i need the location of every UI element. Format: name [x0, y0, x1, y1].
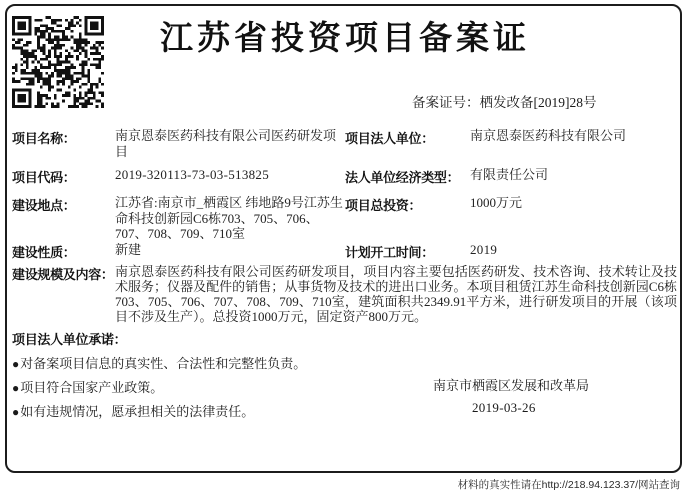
field-label-project-name: 项目名称： — [12, 131, 76, 146]
commitment-heading: 项目法人单位承诺： — [12, 332, 127, 347]
commitment-item-text: 项目符合国家产业政策。 — [20, 380, 164, 395]
cert-number — [412, 91, 597, 111]
commitment-item-text: 对备案项目信息的真实性、合法性和完整性负责。 — [20, 356, 307, 371]
field-label-total-investment: 项目总投资： — [345, 198, 422, 213]
commitment-item — [12, 353, 306, 372]
commitment-item — [12, 377, 163, 396]
field-value-planned-start: 2019 — [470, 242, 498, 257]
cert-number-value: 栖发改备[2019]28号 — [479, 95, 597, 110]
bullet-icon: ● — [12, 405, 20, 419]
field-label-economic-type: 法人单位经济类型： — [345, 170, 460, 185]
verification-note: 材料的真实性请在http://218.94.123.37/网站查询 — [457, 479, 680, 490]
field-value-location: 江苏省:南京市_栖霞区 纬地路9号江苏生命科技创新园C6栋703、705、706、707、708、709、710室 — [115, 195, 343, 241]
bullet-icon: ● — [12, 357, 20, 371]
field-label-planned-start: 计划开工时间： — [345, 245, 434, 260]
commitment-item — [12, 401, 254, 420]
field-value-construction-nature: 新建 — [115, 242, 142, 257]
commitment-item-text: 如有违规情况，愿承担相关的法律责任。 — [20, 404, 255, 419]
field-label-construction-nature: 建设性质： — [12, 245, 76, 260]
field-value-project-name: 南京恩泰医药科技有限公司医药研发项目 — [115, 128, 337, 159]
field-value-project-code: 2019-320113-73-03-513825 — [115, 167, 270, 182]
cert-number-label: 备案证号： — [412, 95, 480, 110]
field-value-scale-content: 南京恩泰医药科技有限公司医药研发项目，项目内容主要包括医药研发、技术咨询、技术转让及技术服务；仪器及配件的销售；从事货物及技术的进出口业务。本项目租赁江苏生命科技创新园C6栋703、705、706、707、708、709、710室，建筑面积共2349.91平方米，进行研发项目的开展（该项目不涉及生产）。总投资1000万元，固定资产800万元。 — [115, 264, 677, 324]
issue-date: 2019-03-26 — [472, 400, 536, 415]
field-value-economic-type: 有限责任公司 — [470, 167, 549, 182]
field-label-project-code: 项目代码： — [12, 170, 76, 185]
bullet-icon: ● — [12, 381, 20, 395]
field-label-legal-entity: 项目法人单位： — [345, 131, 434, 146]
issuing-agency: 南京市栖霞区发展和改革局 — [433, 378, 590, 393]
field-label-scale-content: 建设规模及内容： — [12, 267, 114, 282]
certificate-title: 江苏省投资项目备案证 — [160, 21, 530, 57]
field-label-location: 建设地点： — [12, 198, 76, 213]
field-value-legal-entity: 南京恩泰医药科技有限公司 — [470, 128, 627, 143]
field-value-total-investment: 1000万元 — [470, 195, 523, 210]
